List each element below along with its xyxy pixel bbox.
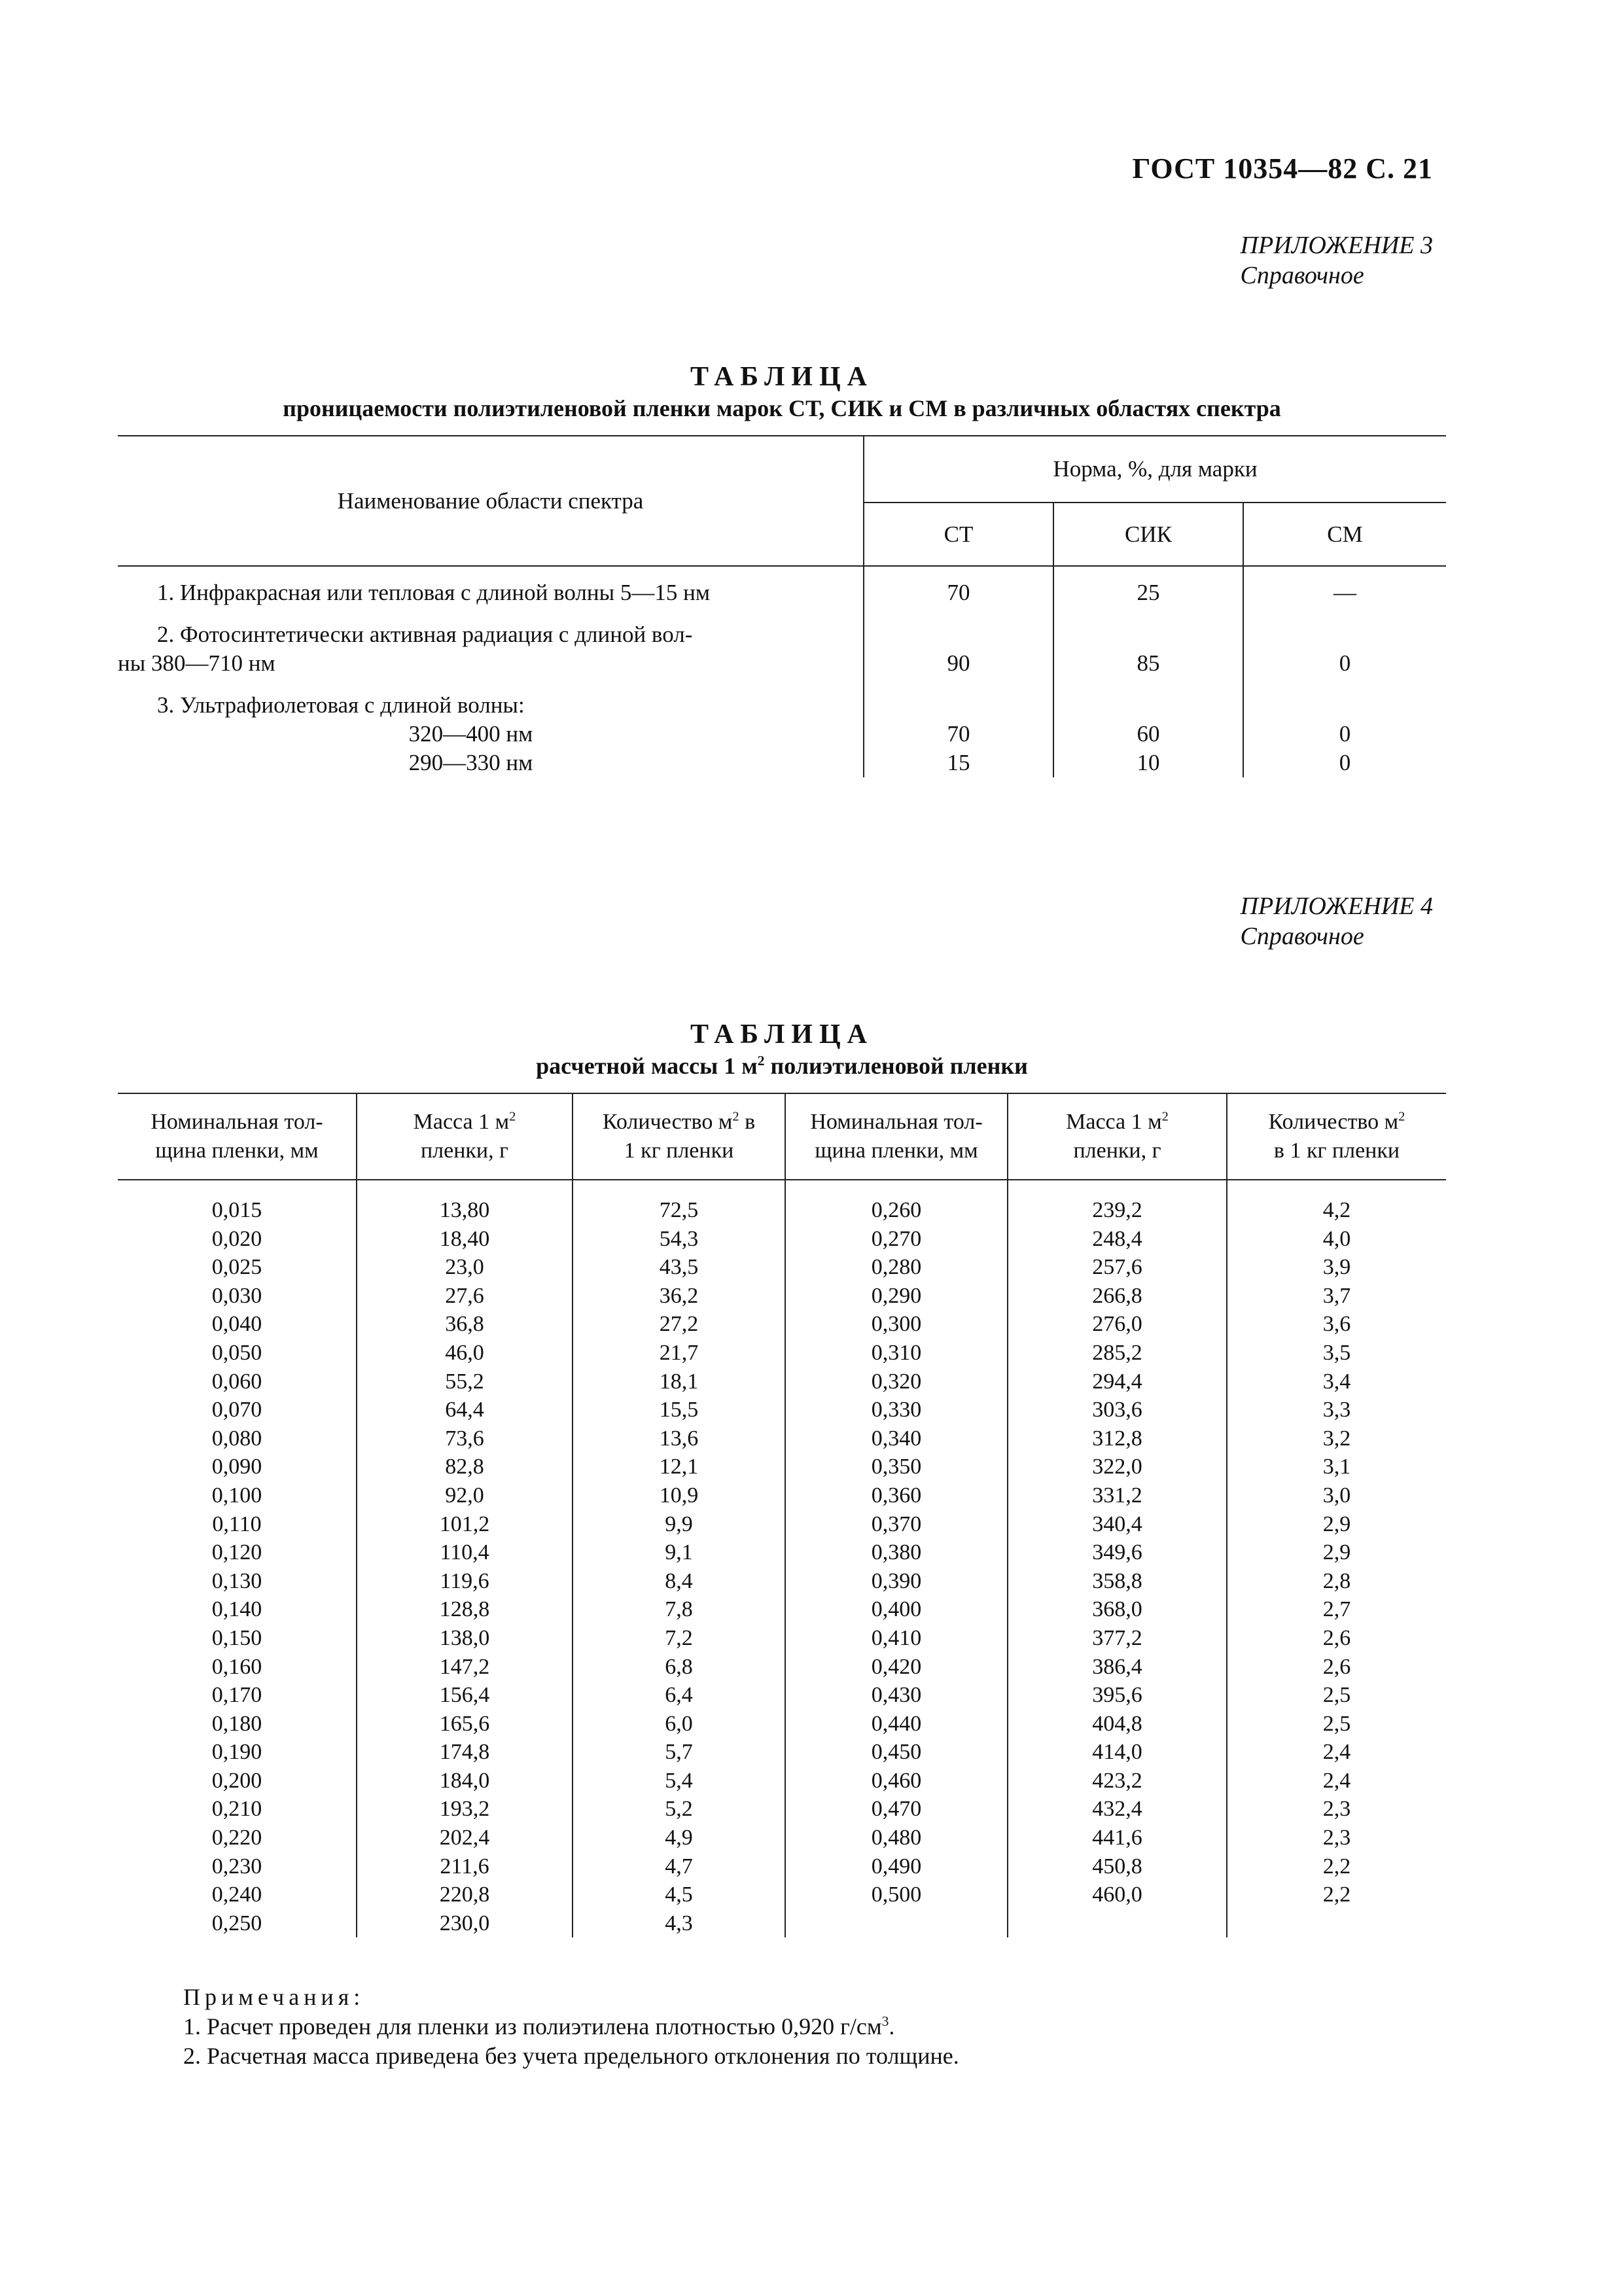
left-qty-cell: 4,9 [573, 1824, 785, 1852]
left-mass-cell: 36,8 [357, 1310, 573, 1339]
table-row [118, 1881, 1446, 1909]
left-mass-cell: 211,6 [357, 1852, 573, 1881]
left-mass-cell: 27,6 [357, 1282, 573, 1311]
right-mass-cell [1008, 1909, 1227, 1938]
right-mass-cell: 432,4 [1008, 1795, 1227, 1824]
right-qty-cell: 3,7 [1227, 1282, 1446, 1311]
hdr-thickness-left: Номинальная тол- щина пленки, мм [118, 1093, 357, 1180]
right-qty-cell: 3,9 [1227, 1253, 1446, 1282]
left-mass-cell: 55,2 [357, 1368, 573, 1396]
right-qty-cell [1227, 1909, 1446, 1938]
table-row [118, 1681, 1446, 1710]
left-mass-cell: 156,4 [357, 1681, 573, 1710]
right-qty-cell: 2,8 [1227, 1567, 1446, 1596]
left-thickness-cell: 0,050 [211, 1340, 262, 1365]
table-row [118, 1481, 1446, 1510]
table-row [118, 1310, 1446, 1339]
left-mass-cell: 138,0 [357, 1624, 573, 1653]
left-thickness-cell: 0,140 [211, 1597, 262, 1622]
table2-title-main: ТАБЛИЦА [690, 1019, 874, 1050]
right-mass-cell: 358,8 [1008, 1567, 1227, 1596]
left-qty-cell: 18,1 [573, 1368, 785, 1396]
table-row [118, 1653, 1446, 1682]
right-thickness-cell: 0,270 [785, 1225, 1008, 1254]
right-thickness-cell: 0,330 [785, 1396, 1008, 1424]
right-thickness-cell: 0,420 [785, 1653, 1008, 1682]
appendix-3-label: ПРИЛОЖЕНИЕ 3 [1240, 232, 1433, 259]
left-qty-cell: 15,5 [573, 1396, 785, 1424]
left-mass-cell: 119,6 [357, 1567, 573, 1596]
right-thickness-cell: 0,300 [785, 1310, 1008, 1339]
row1-st: 70 [864, 566, 1053, 607]
left-mass-cell: 174,8 [357, 1738, 573, 1767]
left-thickness-cell: 0,170 [211, 1683, 262, 1708]
left-mass-cell: 230,0 [357, 1909, 573, 1938]
left-thickness-cell: 0,120 [211, 1540, 262, 1565]
right-thickness-cell: 0,500 [785, 1881, 1008, 1909]
left-mass-cell: 147,2 [357, 1653, 573, 1682]
left-thickness-cell: 0,030 [211, 1283, 262, 1308]
right-mass-cell: 266,8 [1008, 1282, 1227, 1311]
right-mass-cell: 294,4 [1008, 1368, 1227, 1396]
row2-sm: 0 [1243, 607, 1446, 678]
left-qty-cell: 54,3 [573, 1225, 785, 1254]
right-qty-cell: 3,2 [1227, 1424, 1446, 1453]
left-qty-cell: 6,8 [573, 1653, 785, 1682]
right-mass-cell: 414,0 [1008, 1738, 1227, 1767]
right-mass-cell: 340,4 [1008, 1510, 1227, 1539]
left-qty-cell: 9,1 [573, 1538, 785, 1567]
right-thickness-cell: 0,390 [785, 1567, 1008, 1596]
appendix-4-label: ПРИЛОЖЕНИЕ 4 [1240, 892, 1433, 920]
right-thickness-cell: 0,450 [785, 1738, 1008, 1767]
left-mass-cell: 202,4 [357, 1824, 573, 1852]
left-thickness-cell: 0,240 [211, 1882, 262, 1907]
right-mass-cell: 312,8 [1008, 1424, 1227, 1453]
right-thickness-cell: 0,410 [785, 1624, 1008, 1653]
right-qty-cell: 3,5 [1227, 1339, 1446, 1368]
table-row [118, 1538, 1446, 1567]
right-mass-cell: 395,6 [1008, 1681, 1227, 1710]
table-row [118, 1510, 1446, 1539]
right-mass-cell: 377,2 [1008, 1624, 1227, 1653]
right-qty-cell: 3,1 [1227, 1453, 1446, 1481]
right-thickness-cell: 0,480 [785, 1824, 1008, 1852]
right-qty-cell: 4,2 [1227, 1180, 1446, 1225]
left-thickness-cell: 0,110 [212, 1511, 262, 1536]
film-mass-table [118, 1093, 1446, 1937]
left-thickness-cell: 0,220 [211, 1826, 262, 1850]
left-mass-cell: 101,2 [357, 1510, 573, 1539]
row2-label-line2: ны 380—710 нм [118, 650, 275, 676]
brand-st: СТ [864, 503, 1053, 566]
right-mass-cell: 248,4 [1008, 1225, 1227, 1254]
right-thickness-cell: 0,280 [785, 1253, 1008, 1282]
left-mass-cell: 110,4 [357, 1538, 573, 1567]
right-mass-cell: 441,6 [1008, 1824, 1227, 1852]
table-row [118, 1909, 1446, 1938]
left-qty-cell: 6,0 [573, 1710, 785, 1739]
left-qty-cell: 36,2 [573, 1282, 785, 1311]
hdr-qty-right: Количество $м^2$ в 1 кг пленки [1227, 1093, 1446, 1180]
table2-header-row [118, 1093, 1446, 1180]
table-row [118, 1424, 1446, 1453]
left-mass-cell: 23,0 [357, 1253, 573, 1282]
right-thickness-cell: 0,290 [785, 1282, 1008, 1311]
left-thickness-cell: 0,150 [211, 1625, 262, 1650]
left-thickness-cell: 0,025 [211, 1255, 262, 1280]
right-thickness-cell: 0,400 [785, 1595, 1008, 1624]
right-mass-cell: 257,6 [1008, 1253, 1227, 1282]
left-thickness-cell: 0,090 [211, 1455, 262, 1479]
right-thickness-cell: 0,370 [785, 1510, 1008, 1539]
right-qty-cell: 3,6 [1227, 1310, 1446, 1339]
row1-sik: 25 [1053, 566, 1243, 607]
left-mass-cell: 13,80 [357, 1180, 573, 1225]
table1-row-3 [118, 678, 1446, 720]
right-thickness-cell: 0,360 [785, 1481, 1008, 1510]
right-thickness-cell: 0,320 [785, 1368, 1008, 1396]
left-mass-cell: 18,40 [357, 1225, 573, 1254]
left-thickness-cell: 0,190 [211, 1740, 262, 1765]
row1-sm: — [1243, 566, 1446, 607]
left-qty-cell: 8,4 [573, 1567, 785, 1596]
left-qty-cell: 13,6 [573, 1424, 785, 1453]
table-row [118, 1282, 1446, 1311]
notes [183, 1983, 959, 2071]
hdr-mass-right: Масса 1 $м^2$ пленки, г [1008, 1093, 1227, 1180]
left-mass-cell: 128,8 [357, 1595, 573, 1624]
row3b-st: 15 [864, 749, 1053, 777]
row3a-label: 320—400 нм [408, 721, 533, 747]
row2-st: 90 [864, 607, 1053, 678]
table-row [118, 1852, 1446, 1881]
right-thickness-cell: 0,440 [785, 1710, 1008, 1739]
table-row [118, 1339, 1446, 1368]
table1-row-3b [118, 749, 1446, 777]
left-thickness-cell: 0,230 [211, 1854, 262, 1879]
page-header: ГОСТ 10354—82 С. 21 [1132, 152, 1433, 185]
right-mass-cell: 460,0 [1008, 1881, 1227, 1909]
right-qty-cell: 2,5 [1227, 1681, 1446, 1710]
left-thickness-cell: 0,160 [211, 1654, 262, 1679]
table1-row-3a [118, 720, 1446, 749]
left-thickness-cell: 0,015 [211, 1198, 262, 1222]
row1-label: 1. Инфракрасная или тепловая с длиной волны 5—15 нм [157, 580, 710, 605]
left-qty-cell: 9,9 [573, 1510, 785, 1539]
left-thickness-cell: 0,020 [211, 1226, 262, 1251]
table2-title [118, 1017, 1446, 1080]
right-qty-cell: 2,3 [1227, 1795, 1446, 1824]
right-qty-cell: 2,7 [1227, 1595, 1446, 1624]
table-row [118, 1767, 1446, 1795]
row3a-sik: 60 [1053, 720, 1243, 749]
note-2: 2. Расчетная масса приведена без учета предельного отклонения по толщине. [183, 2043, 959, 2069]
left-mass-cell: 46,0 [357, 1339, 573, 1368]
table1-row-1 [118, 566, 1446, 607]
row3a-sm: 0 [1243, 720, 1446, 749]
right-thickness-cell [785, 1909, 1008, 1938]
table-row [118, 1624, 1446, 1653]
left-qty-cell: 4,3 [573, 1909, 785, 1938]
right-mass-cell: 285,2 [1008, 1339, 1227, 1368]
hdr-mass-left: Масса 1 $м^2$ пленки, г [357, 1093, 573, 1180]
right-qty-cell: 4,0 [1227, 1225, 1446, 1254]
brand-sm: СМ [1243, 503, 1446, 566]
left-mass-cell: 165,6 [357, 1710, 573, 1739]
left-thickness-cell: 0,200 [211, 1768, 262, 1793]
appendix-3 [1241, 230, 1433, 291]
row3b-sik: 10 [1053, 749, 1243, 777]
left-mass-cell: 184,0 [357, 1767, 573, 1795]
spectrum-permeability-table [118, 435, 1446, 777]
table-row [118, 1824, 1446, 1852]
right-qty-cell: 3,0 [1227, 1481, 1446, 1510]
right-thickness-cell: 0,460 [785, 1767, 1008, 1795]
left-qty-cell: 43,5 [573, 1253, 785, 1282]
left-qty-cell: 4,5 [573, 1881, 785, 1909]
right-thickness-cell: 0,310 [785, 1339, 1008, 1368]
note-1: 1. Расчет проведен для пленки из полиэтилена плотностью 0,920 $г/см^3$. [183, 2013, 895, 2040]
right-thickness-cell: 0,470 [785, 1795, 1008, 1824]
left-qty-cell: 7,8 [573, 1595, 785, 1624]
right-qty-cell: 2,4 [1227, 1767, 1446, 1795]
col-norm: Норма, %, для марки [864, 436, 1446, 503]
left-qty-cell: 5,7 [573, 1738, 785, 1767]
left-qty-cell: 5,4 [573, 1767, 785, 1795]
right-qty-cell: 2,2 [1227, 1881, 1446, 1909]
right-qty-cell: 2,6 [1227, 1624, 1446, 1653]
left-thickness-cell: 0,040 [211, 1312, 262, 1337]
appendix-4-type: Справочное [1240, 923, 1364, 950]
right-mass-cell: 423,2 [1008, 1767, 1227, 1795]
right-thickness-cell: 0,490 [785, 1852, 1008, 1881]
right-qty-cell: 2,3 [1227, 1824, 1446, 1852]
table-row [118, 1396, 1446, 1424]
right-qty-cell: 2,9 [1227, 1538, 1446, 1567]
right-mass-cell: 450,8 [1008, 1852, 1227, 1881]
left-qty-cell: 10,9 [573, 1481, 785, 1510]
appendix-4 [1241, 891, 1433, 951]
table-row [118, 1738, 1446, 1767]
left-thickness-cell: 0,130 [211, 1568, 262, 1593]
right-mass-cell: 349,6 [1008, 1538, 1227, 1567]
col-spectrum-name: Наименование области спектра [118, 436, 864, 566]
hdr-qty-left: Количество $м^2$ в 1 кг пленки [573, 1093, 785, 1180]
left-mass-cell: 64,4 [357, 1396, 573, 1424]
left-thickness-cell: 0,080 [211, 1426, 262, 1451]
row3a-st: 70 [864, 720, 1053, 749]
left-qty-cell: 21,7 [573, 1339, 785, 1368]
left-qty-cell: 7,2 [573, 1624, 785, 1653]
row3b-label: 290—330 нм [408, 750, 533, 775]
left-thickness-cell: 0,100 [211, 1483, 262, 1508]
right-qty-cell: 2,9 [1227, 1510, 1446, 1539]
table1-title [118, 360, 1446, 423]
table-row [118, 1180, 1446, 1225]
table2-subtitle: расчетной массы 1 $м^2$ полиэтиленовой пленки [536, 1053, 1028, 1079]
left-thickness-cell: 0,210 [211, 1797, 262, 1822]
row2-sik: 85 [1053, 607, 1243, 678]
table-row [118, 1567, 1446, 1596]
table-row [118, 1225, 1446, 1254]
right-qty-cell: 3,4 [1227, 1368, 1446, 1396]
right-qty-cell: 2,4 [1227, 1738, 1446, 1767]
right-mass-cell: 276,0 [1008, 1310, 1227, 1339]
left-thickness-cell: 0,060 [211, 1369, 262, 1394]
table-row [118, 1595, 1446, 1624]
left-mass-cell: 73,6 [357, 1424, 573, 1453]
right-thickness-cell: 0,380 [785, 1538, 1008, 1567]
row3-label: 3. Ультрафиолетовая с длиной волны: [157, 692, 525, 718]
right-thickness-cell: 0,260 [785, 1180, 1008, 1225]
right-mass-cell: 322,0 [1008, 1453, 1227, 1481]
left-thickness-cell: 0,180 [211, 1711, 262, 1736]
right-qty-cell: 2,2 [1227, 1852, 1446, 1881]
left-qty-cell: 6,4 [573, 1681, 785, 1710]
appendix-3-type: Справочное [1240, 262, 1364, 289]
left-qty-cell: 12,1 [573, 1453, 785, 1481]
left-qty-cell: 27,2 [573, 1310, 785, 1339]
right-qty-cell: 3,3 [1227, 1396, 1446, 1424]
left-mass-cell: 220,8 [357, 1881, 573, 1909]
left-qty-cell: 4,7 [573, 1852, 785, 1881]
table1-row-2 [118, 607, 1446, 678]
right-qty-cell: 2,6 [1227, 1653, 1446, 1682]
right-thickness-cell: 0,350 [785, 1453, 1008, 1481]
table-row [118, 1253, 1446, 1282]
row3b-sm: 0 [1243, 749, 1446, 777]
notes-title: Примечания: [183, 1984, 365, 2010]
row2-label [118, 607, 864, 678]
right-mass-cell: 404,8 [1008, 1710, 1227, 1739]
table-row [118, 1368, 1446, 1396]
table1-subtitle: проницаемости полиэтиленовой пленки марок СТ, СИК и СМ в различных областях спектра [283, 395, 1281, 421]
left-qty-cell: 72,5 [573, 1180, 785, 1225]
left-mass-cell: 92,0 [357, 1481, 573, 1510]
brand-sik: СИК [1053, 503, 1243, 566]
left-mass-cell: 193,2 [357, 1795, 573, 1824]
table-row [118, 1453, 1446, 1481]
right-mass-cell: 386,4 [1008, 1653, 1227, 1682]
left-thickness-cell: 0,250 [211, 1911, 262, 1935]
hdr-thickness-right: Номинальная тол- щина пленки, мм [785, 1093, 1008, 1180]
right-mass-cell: 368,0 [1008, 1595, 1227, 1624]
left-qty-cell: 5,2 [573, 1795, 785, 1824]
right-mass-cell: 239,2 [1008, 1180, 1227, 1225]
right-mass-cell: 331,2 [1008, 1481, 1227, 1510]
right-thickness-cell: 0,430 [785, 1681, 1008, 1710]
right-qty-cell: 2,5 [1227, 1710, 1446, 1739]
left-thickness-cell: 0,070 [211, 1398, 262, 1422]
table1-title-main: ТАБЛИЦА [690, 362, 874, 392]
right-thickness-cell: 0,340 [785, 1424, 1008, 1453]
table-row [118, 1795, 1446, 1824]
table-row [118, 1710, 1446, 1739]
row2-label-line1: 2. Фотосинтетически активная радиация с длиной вол- [157, 622, 693, 647]
right-mass-cell: 303,6 [1008, 1396, 1227, 1424]
left-mass-cell: 82,8 [357, 1453, 573, 1481]
